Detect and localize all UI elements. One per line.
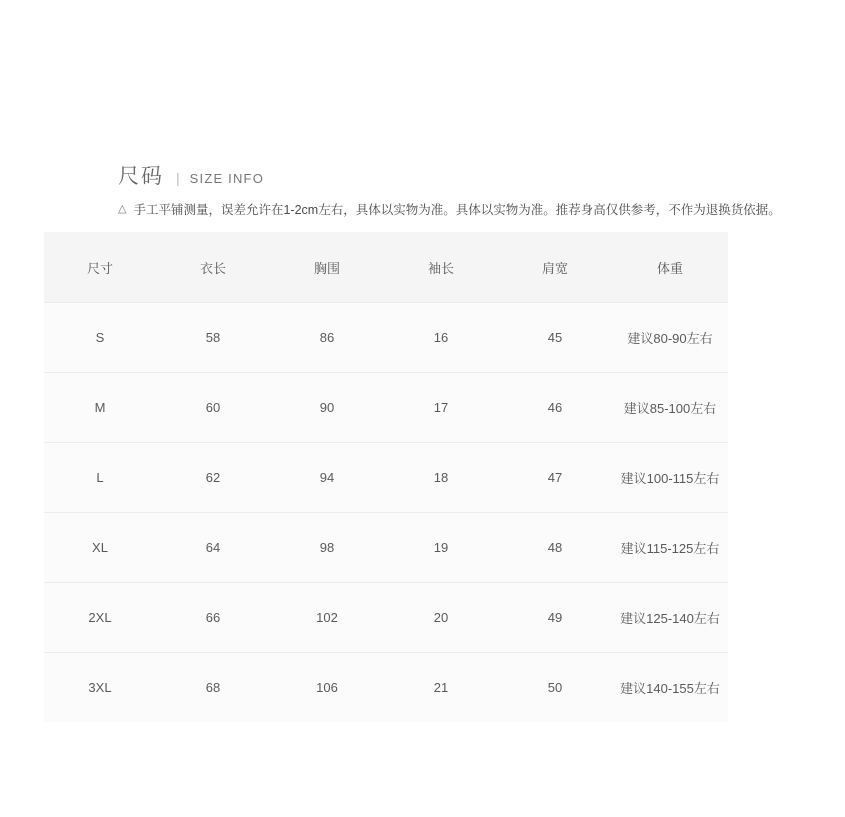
cell-weight: 建议80-90左右 xyxy=(612,303,728,373)
cell-size: M xyxy=(44,373,156,443)
cell-length: 62 xyxy=(156,443,270,513)
column-header-bust: 胸围 xyxy=(270,232,384,303)
cell-size: 3XL xyxy=(44,653,156,723)
cell-shoulder: 46 xyxy=(498,373,612,443)
cell-length: 60 xyxy=(156,373,270,443)
column-header-sleeve: 袖长 xyxy=(384,232,498,303)
page-title-cn: 尺码 xyxy=(118,165,164,188)
table-row xyxy=(44,583,728,653)
page-title xyxy=(118,160,264,190)
table-row xyxy=(44,373,728,443)
column-header-weight: 体重 xyxy=(612,232,728,303)
size-chart-table xyxy=(44,232,728,722)
cell-bust: 106 xyxy=(270,653,384,723)
cell-sleeve: 16 xyxy=(384,303,498,373)
cell-bust: 86 xyxy=(270,303,384,373)
cell-size: 2XL xyxy=(44,583,156,653)
cell-sleeve: 19 xyxy=(384,513,498,583)
cell-shoulder: 50 xyxy=(498,653,612,723)
cell-weight: 建议85-100左右 xyxy=(612,373,728,443)
warning-triangle-icon: △ xyxy=(118,202,127,215)
table-row xyxy=(44,303,728,373)
cell-length: 68 xyxy=(156,653,270,723)
cell-sleeve: 21 xyxy=(384,653,498,723)
cell-sleeve: 18 xyxy=(384,443,498,513)
cell-length: 58 xyxy=(156,303,270,373)
cell-shoulder: 45 xyxy=(498,303,612,373)
cell-sleeve: 20 xyxy=(384,583,498,653)
cell-shoulder: 47 xyxy=(498,443,612,513)
measurement-note xyxy=(118,200,781,218)
table-row xyxy=(44,513,728,583)
cell-bust: 98 xyxy=(270,513,384,583)
measurement-note-text: 手工平铺测量，误差允许在1-2cm左右，具体以实物为准。具体以实物为准。推荐身高仅供参考，不作为退换货依据。 xyxy=(133,203,781,217)
column-header-shoulder: 肩宽 xyxy=(498,232,612,303)
column-header-length: 衣长 xyxy=(156,232,270,303)
cell-sleeve: 17 xyxy=(384,373,498,443)
cell-shoulder: 48 xyxy=(498,513,612,583)
cell-size: S xyxy=(44,303,156,373)
table-row xyxy=(44,443,728,513)
cell-size: L xyxy=(44,443,156,513)
cell-bust: 90 xyxy=(270,373,384,443)
cell-size: XL xyxy=(44,513,156,583)
cell-weight: 建议115-125左右 xyxy=(612,513,728,583)
table-row xyxy=(44,653,728,723)
table-header-row xyxy=(44,232,728,303)
cell-length: 66 xyxy=(156,583,270,653)
page-title-separator: | xyxy=(176,170,180,186)
cell-weight: 建议140-155左右 xyxy=(612,653,728,723)
column-header-size: 尺寸 xyxy=(44,232,156,303)
cell-weight: 建议100-115左右 xyxy=(612,443,728,513)
cell-shoulder: 49 xyxy=(498,583,612,653)
page-title-en: SIZE INFO xyxy=(189,171,264,186)
cell-bust: 94 xyxy=(270,443,384,513)
cell-bust: 102 xyxy=(270,583,384,653)
cell-weight: 建议125-140左右 xyxy=(612,583,728,653)
cell-length: 64 xyxy=(156,513,270,583)
